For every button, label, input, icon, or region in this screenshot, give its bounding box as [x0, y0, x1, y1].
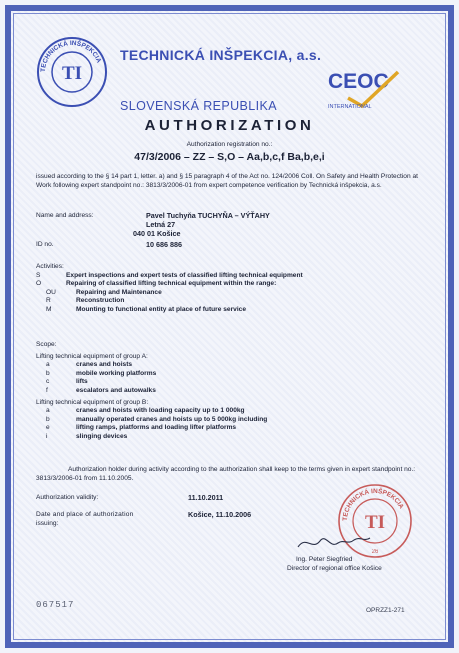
group-b-code: a [46, 407, 50, 415]
activity-subitem [36, 297, 429, 306]
group-a-item [36, 361, 429, 370]
activity-subitem [36, 289, 429, 298]
activity-item [36, 272, 429, 281]
group-b-heading: Lifting technical equipment of group B: [36, 398, 149, 406]
group-a-item [36, 370, 429, 379]
ceoc-logo-subtext: INTERNATIONAL [328, 104, 372, 110]
group-b-text: cranes and hoists with loading capacity up to 1 000kg [76, 407, 245, 415]
ti-logo-ring-text: TECHNICKÁ INŠPEKCIA [39, 39, 103, 73]
group-b-code: e [46, 424, 50, 432]
group-a-code: f [46, 386, 48, 394]
activity-subcode: OU [46, 288, 56, 296]
group-b-item [36, 424, 429, 433]
activity-code: O [36, 280, 42, 288]
group-b-code: i [46, 432, 48, 440]
serial-number: 067517 [36, 600, 75, 610]
activity-subcode: M [46, 305, 52, 313]
issuing-label-line2: issuing: [36, 520, 59, 527]
registration-label: Authorization registration no.: [186, 141, 273, 148]
validity-value: 11.10.2011 [188, 493, 224, 502]
id-label: ID no. [36, 241, 54, 248]
validity-label: Authorization validity: [36, 494, 99, 501]
group-a-item [36, 378, 429, 387]
group-b-item [36, 416, 429, 425]
group-a-code: a [46, 361, 50, 369]
holder-name: Pavel Tuchyňa TUCHYŇA – VÝŤAHY [146, 211, 270, 220]
group-a-text: lifts [76, 378, 88, 386]
group-a-text: mobile working platforms [76, 369, 157, 377]
signatory-title: Director of regional office Košice [287, 565, 382, 572]
group-b-item [36, 407, 429, 416]
holder-city: 040 01 Košice [133, 229, 181, 238]
activity-subitem [36, 306, 429, 315]
issuing-label-line1: Date and place of authorization [36, 511, 134, 518]
group-a-code: c [46, 378, 50, 386]
signature [296, 531, 372, 553]
activity-subtext: Repairing and Maintenance [76, 288, 162, 296]
ti-logo [36, 36, 108, 108]
group-b-text: manually operated cranes and hoists up to 5 000kg including [76, 415, 268, 423]
holder-note: Authorization holder during activity according to the authorization shall keep to the terms given in expert standpoint no.: 3813/3/2006-01 from 11.10.2005. [36, 466, 416, 482]
activity-code: S [36, 271, 41, 279]
document-title: AUTHORIZATION [144, 117, 315, 134]
group-a-item [36, 387, 429, 396]
activities-heading: Activities: [36, 263, 64, 270]
registration-number: 47/3/2006 – ZZ – S,O – Aa,b,c,f Ba,b,e,i [134, 151, 325, 163]
stamp-ring-text: TECHNICKÁ INŠPEKCIA [341, 487, 405, 522]
signatory-name: Ing. Peter Siegfried [296, 556, 353, 563]
issued-text: issued according to the § 14 part 1, letter. a) and § 15 paragraph 4 of the Act no. 124/2006 Coll. On Safety and Health Protection at Work following expert standpoint no.: 3813/3/2006-01 from expert competence verification by Technická inšpekcia, a.s. [36, 173, 418, 189]
group-a-text: escalators and autowalks [76, 386, 156, 394]
holder-id: 10 686 886 [146, 240, 182, 249]
scope-section [36, 341, 429, 442]
name-address-label: Name and address: [36, 212, 94, 219]
activities-section [36, 263, 429, 315]
company-name: TECHNICKÁ INŠPEKCIA, a.s. [120, 47, 322, 63]
group-b-text: lifting ramps, platforms and loading lifter platforms [76, 424, 237, 432]
holder-street: Letná 27 [146, 220, 176, 229]
group-a-code: b [46, 369, 50, 377]
group-a-heading: Lifting technical equipment of group A: [36, 352, 148, 360]
country-name: SLOVENSKÁ REPUBLIKA [120, 99, 277, 113]
ceoc-logo [328, 66, 402, 110]
stamp-number: 26 [371, 549, 379, 555]
group-b-item [36, 433, 429, 442]
scope-heading: Scope: [36, 341, 57, 348]
ti-logo-text: TI [61, 63, 83, 84]
activity-text: Repairing of classified lifting technical equipment within the range: [66, 280, 277, 288]
group-a-text: cranes and hoists [76, 361, 133, 369]
stamp-center-text: TI [364, 512, 386, 533]
form-number: OPRZZ1-271 [366, 607, 405, 614]
group-b-text: slinging devices [76, 432, 128, 440]
activity-subtext: Mounting to functional entity at place of future service [76, 305, 246, 313]
issuing-value: Košice, 11.10.2006 [188, 510, 252, 519]
group-b-code: b [46, 415, 50, 423]
ceoc-logo-text: CEOC [328, 70, 389, 93]
activity-text: Expert inspections and expert tests of classified lifting technical equipment [66, 271, 303, 279]
activity-subtext: Reconstruction [76, 297, 125, 305]
activity-item [36, 280, 429, 289]
activity-subcode: R [46, 297, 51, 305]
